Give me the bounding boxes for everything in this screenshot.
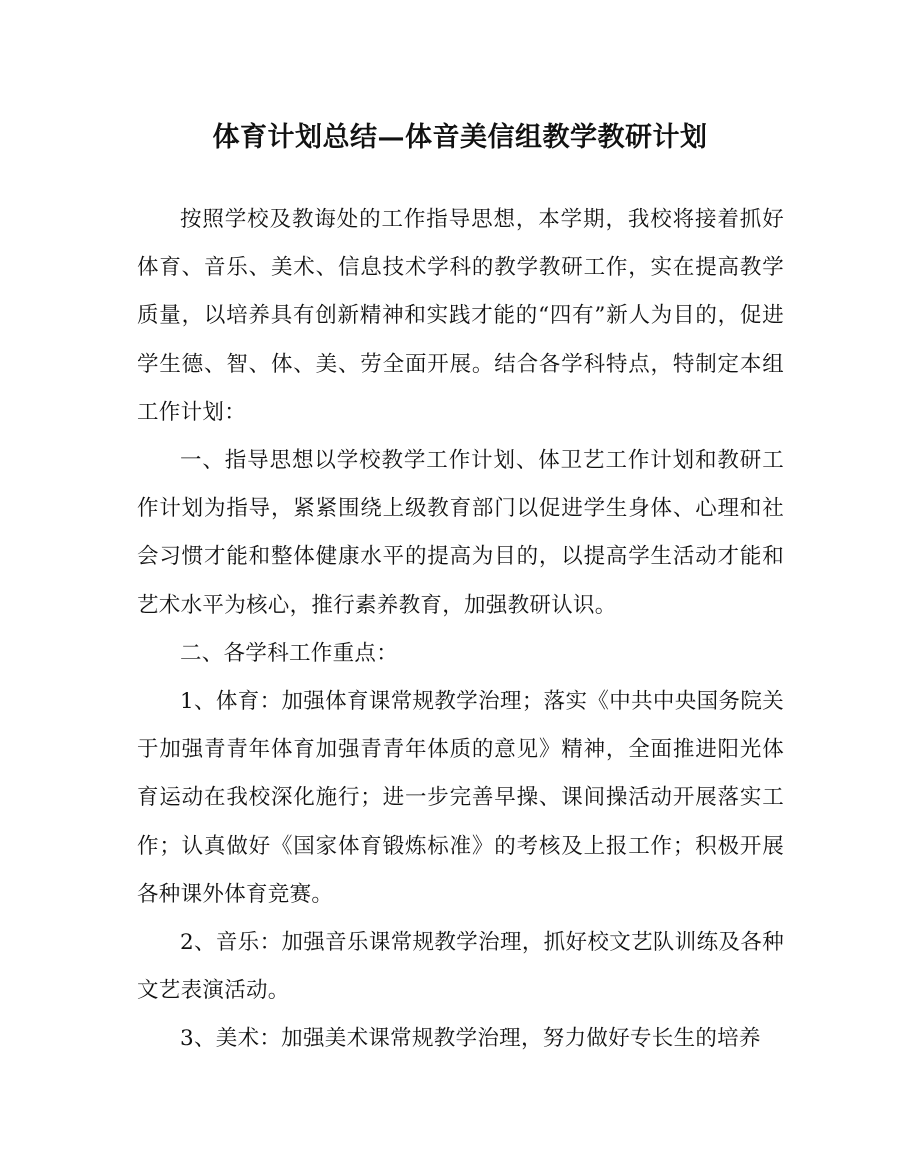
paragraph-pe: 1、体育：加强体育课常规教学治理；落实《中共中央国务院关于加强青青年体育加强青青年体质的意见》精神，全面推进阳光体育运动在我校深化施行；进一步完善早操、课间操活动开展落实工作；认真做好《国家体育锻炼标准》的考核及上报工作；积极开展各种课外体育竞赛。 — [137, 689, 784, 907]
paragraph-section-heading: 二、各学科工作重点： — [180, 640, 399, 666]
document-body — [137, 196, 784, 1064]
paragraph-intro: 按照学校及教诲处的工作指导思想，本学期，我校将接着抓好体育、音乐、美术、信息技术学科的教学教研工作，实在提高教学质量，以培养具有创新精神和实践才能的“四有”新人为目的，促进学生德、智、体、美、劳全面开展。结合各学科特点，特制定本组工作计划： — [137, 207, 784, 425]
paragraph-music: 2、音乐：加强音乐课常规教学治理，抓好校文艺队训练及各种文艺表演活动。 — [137, 930, 784, 1004]
document-title: 体育计划总结—体音美信组教学教研计划 — [212, 122, 708, 153]
paragraph-art: 3、美术：加强美术课常规教学治理，努力做好专长生的培养 — [180, 1026, 761, 1052]
paragraph-guiding-ideology: 一、指导思想以学校教学工作计划、体卫艺工作计划和教研工作计划为指导，紧紧围绕上级教育部门以促进学生身体、心理和社会习惯才能和整体健康水平的提高为目的，以提高学生活动才能和艺术水平为核心，推行素养教育，加强教研认识。 — [137, 448, 784, 618]
